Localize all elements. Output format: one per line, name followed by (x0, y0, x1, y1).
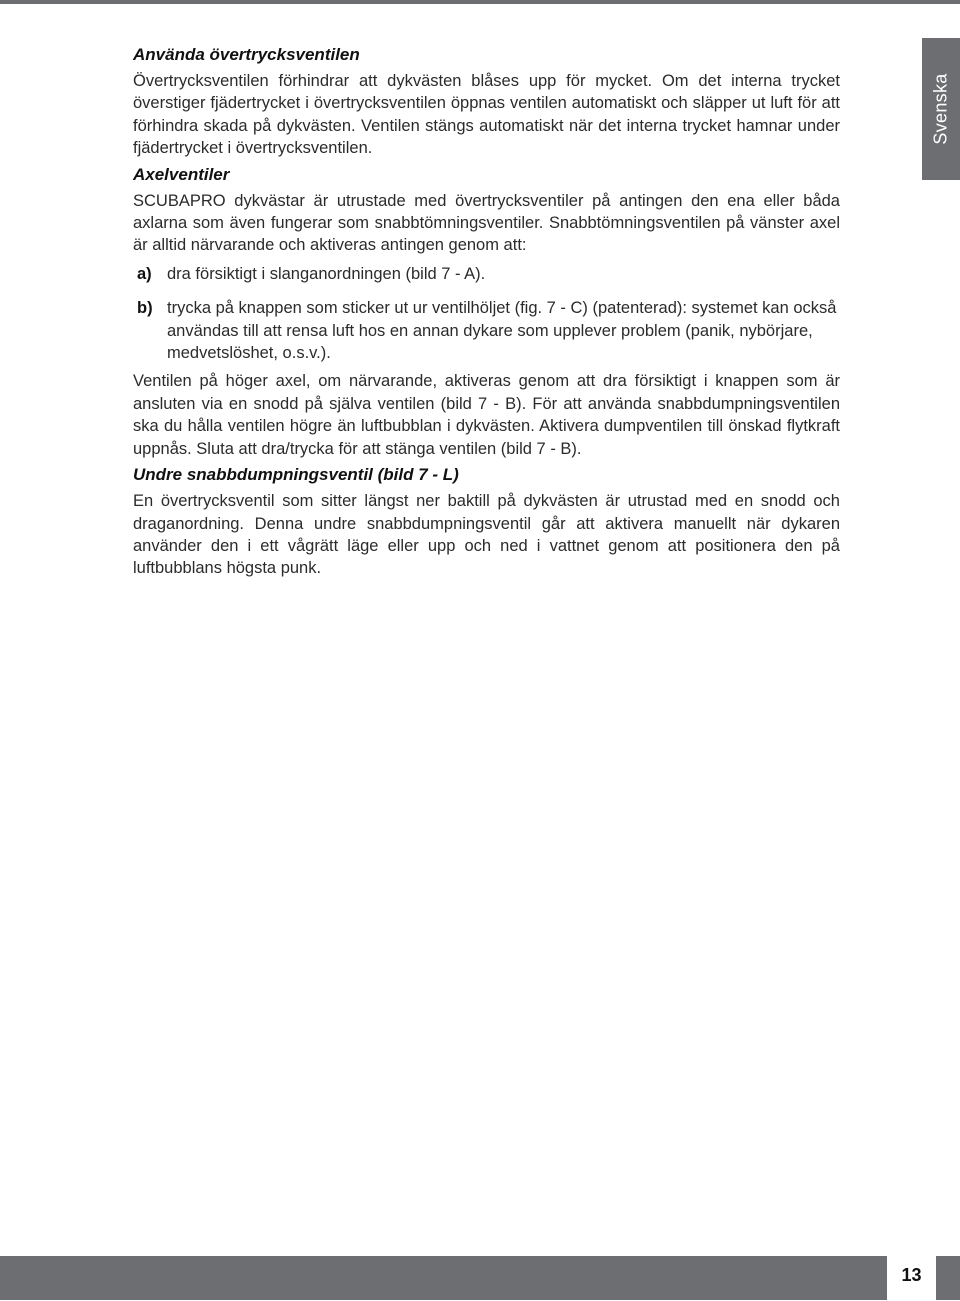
list-item-a (133, 263, 840, 285)
language-tab-label: Svenska (930, 73, 951, 145)
paragraph-right-shoulder-valve: Ventilen på höger axel, om närvarande, aktiveras genom att dra försiktigt i knappen som är ansluten via en snodd på själva ventilen (bild 7 - B). För att använda snabbdumpningsventilen ska du hålla ventilen högre än luftbubblan i dykvästen. Aktivera dumpventilen till önskad flytkraft uppnås. Sluta att dra/trycka för att stänga ventilen (bild 7 - B). (133, 372, 840, 458)
list-item-b (133, 297, 840, 364)
top-rule (0, 0, 960, 4)
paragraph-shoulder-valves: SCUBAPRO dykvästar är utrustade med övertrycksventiler på antingen den ena eller båda axlarna som även fungerar som snabbtömningsventiler. Snabbtömningsventilen på vänster axel är alltid närvarande och aktiveras antingen genom att: (133, 191, 840, 255)
footer-bar-end (936, 1256, 960, 1300)
list-marker-b: b) (137, 299, 153, 318)
list-text-b: trycka på knappen som sticker ut ur ventilhöljet (fig. 7 - C) (patenterad): systemet kan också användas till att rensa luft hos en annan dykare som upplever problem (panik, nybörjare, medvetslöshet, o.s.v.). (167, 299, 837, 363)
language-tab (922, 38, 960, 180)
page-content (133, 44, 840, 580)
heading-overpressure-valve: Använda övertrycksventilen (133, 45, 360, 64)
paragraph-lower-dump-valve: En övertrycksventil som sitter längst ner baktill på dykvästen är utrustad med en snodd och draganordning. Denna undre snabbdumpningsventil går att aktivera manuellt när dykaren använder den i ett vågrätt läge eller upp och ned i vattnet genom att positionera den på luftbubblans högsta punk. (133, 492, 840, 578)
heading-lower-dump-valve: Undre snabbdumpningsventil (bild 7 - L) (133, 465, 459, 485)
footer-bar (0, 1256, 887, 1300)
paragraph-overpressure-valve: Övertrycksventilen förhindrar att dykvästen blåses upp för mycket. Om det interna trycket överstiger fjädertrycket i övertrycksventilen öppnas ventilen automatiskt och släpper ut luft för att förhindra skada på dykvästen. Ventilen stängs automatiskt när det interna trycket hamnar under fjädertrycket i övertrycksventilen. (133, 72, 840, 158)
heading-shoulder-valves: Axelventiler (133, 164, 230, 184)
list-marker-a: a) (137, 264, 152, 283)
list-text-a: dra försiktigt i slanganordningen (bild 7 - A). (167, 264, 486, 283)
page-number: 13 (887, 1250, 936, 1300)
